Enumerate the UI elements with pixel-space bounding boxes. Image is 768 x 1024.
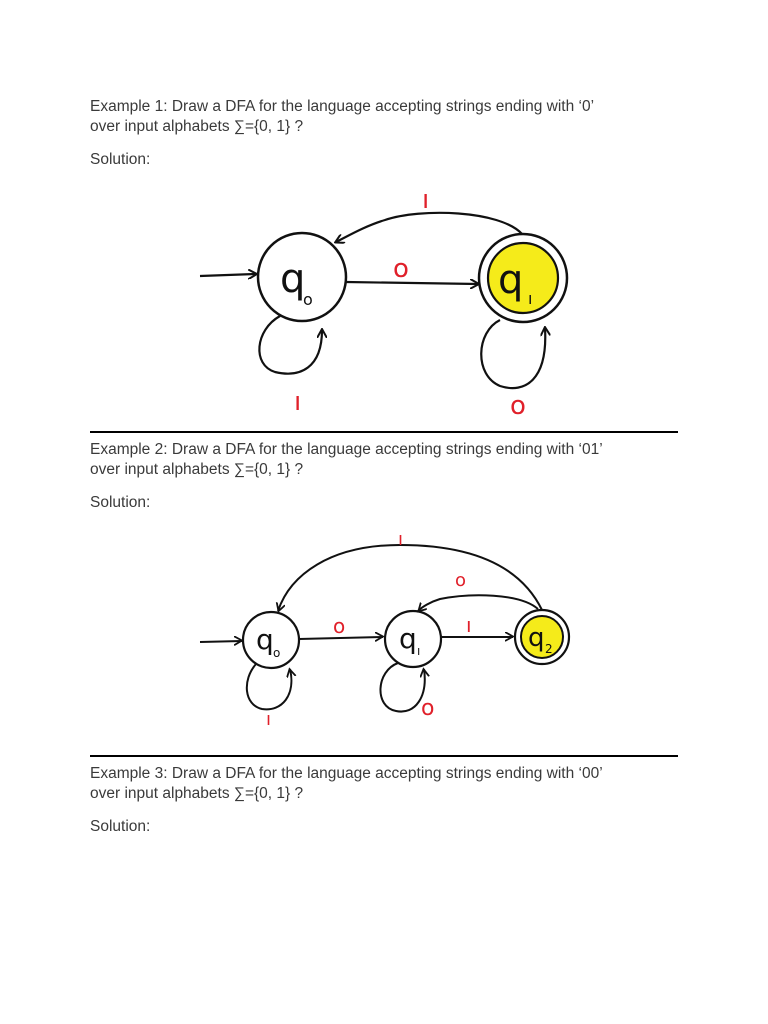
example-2-question-line2: over input alphabets ∑={0, 1} ? — [90, 461, 304, 478]
example-3-question-line1: Example 3: Draw a DFA for the language accepting strings ending with ‘00’ — [90, 765, 603, 782]
ex1-start-arrow — [200, 274, 256, 276]
ex2-label-1-a: ı — [466, 613, 472, 637]
ex1-selfloop-q0 — [259, 316, 322, 374]
ex2-transition-q2-q1 — [418, 595, 538, 611]
example-1-dfa-diagram — [0, 180, 768, 420]
example-2-question-line1: Example 2: Draw a DFA for the language accepting strings ending with ‘01’ — [90, 441, 603, 458]
ex1-label-0-b: o — [510, 391, 526, 420]
ex2-selfloop-q0 — [247, 664, 292, 709]
ex1-state-q1-accept — [479, 234, 567, 322]
example-1-question — [90, 97, 690, 137]
ex2-label-1-c: ı — [266, 709, 272, 730]
example-1-solution-label: Solution: — [90, 151, 151, 168]
ex1-label-1-a: ı — [422, 185, 430, 215]
example-3-solution-label: Solution: — [90, 818, 151, 835]
ex1-q1-label: q — [498, 257, 524, 303]
svg-text:o: o — [273, 646, 281, 660]
example-3-question — [90, 764, 690, 804]
example-3-question-line2: over input alphabets ∑={0, 1} ? — [90, 785, 304, 802]
ex2-start-arrow — [200, 641, 242, 642]
ex2-label-0-b: o — [455, 570, 467, 591]
ex1-state-q0 — [258, 233, 346, 321]
ex2-state-q0 — [243, 612, 299, 668]
example-2-solution-label: Solution: — [90, 494, 151, 511]
example-1-question-line1: Example 1: Draw a DFA for the language accepting strings ending with ‘0’ — [90, 98, 595, 115]
divider-1 — [90, 431, 678, 433]
svg-text:o: o — [303, 290, 313, 309]
example-1-question-line2: over input alphabets ∑={0, 1} ? — [90, 118, 304, 135]
ex2-transition-q2-q0 — [278, 545, 542, 611]
ex2-label-0-c: o — [421, 696, 435, 721]
divider-2 — [90, 755, 678, 757]
svg-text:ı: ı — [417, 644, 421, 658]
ex1-selfloop-q1 — [481, 320, 545, 388]
ex2-label-0-a: o — [333, 614, 346, 638]
ex2-state-q2-accept — [515, 610, 569, 664]
ex2-label-1-b: ı — [398, 529, 404, 550]
ex2-state-q1 — [385, 611, 441, 667]
ex1-transition-q1-q0 — [336, 213, 522, 242]
example-2-question — [90, 440, 690, 480]
ex2-q0-label: q — [256, 623, 274, 656]
example-2-dfa-diagram — [0, 525, 768, 735]
ex1-q0-label: q — [280, 256, 306, 302]
svg-text:ı: ı — [528, 289, 533, 308]
ex2-q2-label: q — [528, 623, 545, 653]
ex1-label-0-a: o — [393, 254, 409, 284]
ex1-transition-q0-q1 — [346, 282, 478, 284]
svg-text:2: 2 — [545, 642, 553, 656]
ex1-label-1-b: ı — [294, 387, 302, 417]
ex2-q1-label: q — [399, 622, 417, 655]
ex2-selfloop-q1 — [380, 663, 424, 712]
